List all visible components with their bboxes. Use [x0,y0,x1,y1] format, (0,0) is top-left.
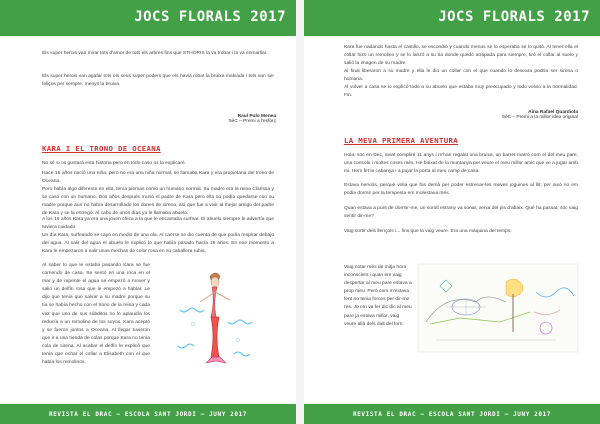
intro-paragraph: Els super herois van mirar tots d'amor de tots els arbres fins que STHORIS la va trobar i la va enmarllar. [42,51,268,56]
magazine-title: JOCS FLORALS 2017 [438,9,590,25]
story-title: KARA I EL TRONO DE OCEANA [42,144,161,153]
story-paragraph: Al final liberaron a su madre y ella le dio un collar con el que cuando lo deseara podría ser sirena o humana. [344,69,578,83]
author-signature-1 [170,114,276,124]
story-paragraph: Al volver a casa se lo explicó todo a su abuelo que estaba muy preocupado y todo volvió a la normalidad. Fin. [344,85,578,99]
footer-band [304,404,600,424]
page-gutter [296,0,304,424]
footer-band [0,404,296,424]
story-paragraph: Vaig sortir dels llençols i... fins que la vaig veure. Era una màquina del temps. [344,229,512,234]
story-paragraph: Kara fue nadando hasta el castillo, se escondió y cuando menos se lo esperaba se lo quitó. Al tener ella el collar hizo un remolino y se lo lanzó a su tía donde quedó atrapada para siempre, tiró el collar al suelo y salió la imagen de su madre. [344,45,578,67]
story-paragraph: Pero había algo diferente en ella, tenía piernas como un humano normal. Su madre era la reina Clarissa y se casó con un humano. Dos años después murió el padre de Kara pero ella no podía quedarse con su madre porque aún no había desarrollado los dones de sirena, así que fue a vivir al mejor amigo del padre de Kara y se la entregó. Al cabo de unos días ya le llamaba abuelo. [42,187,274,217]
footer-text: REVISTA EL DRAC – ESCOLA SANT JORDI – JUNY 2017 [353,410,551,418]
time-machine-illustration [416,262,580,354]
top-banner [304,0,600,36]
mermaid-illustration [158,262,270,374]
story-paragraph: Quan estava a punt de dormir-me, un soroll estrany va sonar, venia del pis d'abaix. Què ha passat, sóc vaig sentir dir-me? [344,206,578,220]
intro-paragraph-2: Els super herois van agafar tots els seus super poders que els havia robat la bruixa malvada i tots van ser feliços per sempre, menys la bruixa. [42,74,274,88]
right-page [304,0,600,424]
side-column-text: Vaig notar més de mitja hora inconscient i quan em vaig despertar al meu pare estava a prop meu. Però com m'estava fent no tenia forces per dir-me res. Jo em va fer dic dic al meu pare ja estava millor, vaig veure allà dels dalt del forn. [344,265,412,327]
footer-text: REVISTA EL DRAC – ESCOLA SANT JORDI – JUNY 2017 [49,410,247,418]
top-banner [0,0,296,36]
author-prize: 5èC – Premi a l'esforç [228,119,276,124]
author-name: Aina Rafael Quardiola [528,110,578,115]
story-title: LA MEVA PRIMERA AVENTURA [344,136,458,145]
story-paragraph: Estava nerviós, perquè volia que fos demà per poder estrenar-les meves joguines al llit, per això no em podia dormir per la tempesta em molestava més. [344,183,578,197]
story-paragraph: Un día Kara, surfeando se cayó en medio de una ola. Al caerse se dio cuenta de que podía respirar debajo del agua. Al salir del agua el abuelo le explicó lo que había pasado hacía 16 años. En ese momento a Kara le empezaron a salir unas mechas de color rosa en su caballera rubia. [42,233,274,255]
author-prize: 5èC – Premi a la millor idea original [502,115,578,120]
story-paragraph: Hola, soc en Dec, aviat compliré 11 anys i m'han regalat una bruixa, un barret marró com el del meu pare, una consola i moltes coses més. He baixat de la muntanya per veure el meu millor amic que ve a jugar amb mi. Hem fet la cabanya i a pujar la porta al meu camp de casa. [344,153,578,175]
story-paragraph: Hace 16 años nació una niña, pero no era una niña normal, se llamaba Kara y era propietaria del trono de Oceana. [42,171,274,185]
magazine-title: JOCS FLORALS 2017 [134,9,286,25]
author-name: Raul Pulo Menea [237,114,276,119]
story-paragraph: No sé si os gustará esta historia pero en todo caso os la explicaré. [42,161,187,166]
left-page [0,0,296,424]
author-signature-2 [462,110,578,120]
story-paragraph: Al saber lo que le estaba pasando Kara se fue corriendo de casa. Se sentó en una roca en el mar y de repente el agua se empezó a mover y salió un delfín rosa que le empezó a hablar. Le dijo que tenía que salvar a su madre porque su tía se había hecho con el trono de la reina y cada vez que uno de sus súbditos no le aplaudía los reducía a un remolino de los suyos. Kara aceptó y se fueron juntos a Oceana. Al llegar tuvieron que ir a una tienda de colas porque Kara no tenía cola de sirena. Al acabar el delfín le explicó que tenía que echar el collar a Elisabeth con el que había los remolinos. [42,263,150,366]
story-paragraph: A los 16 años Kara ya era una joven chica a la que le encantaba surfear. El abuelo siempre le advertía que tuviera cuidado. [42,217,274,231]
